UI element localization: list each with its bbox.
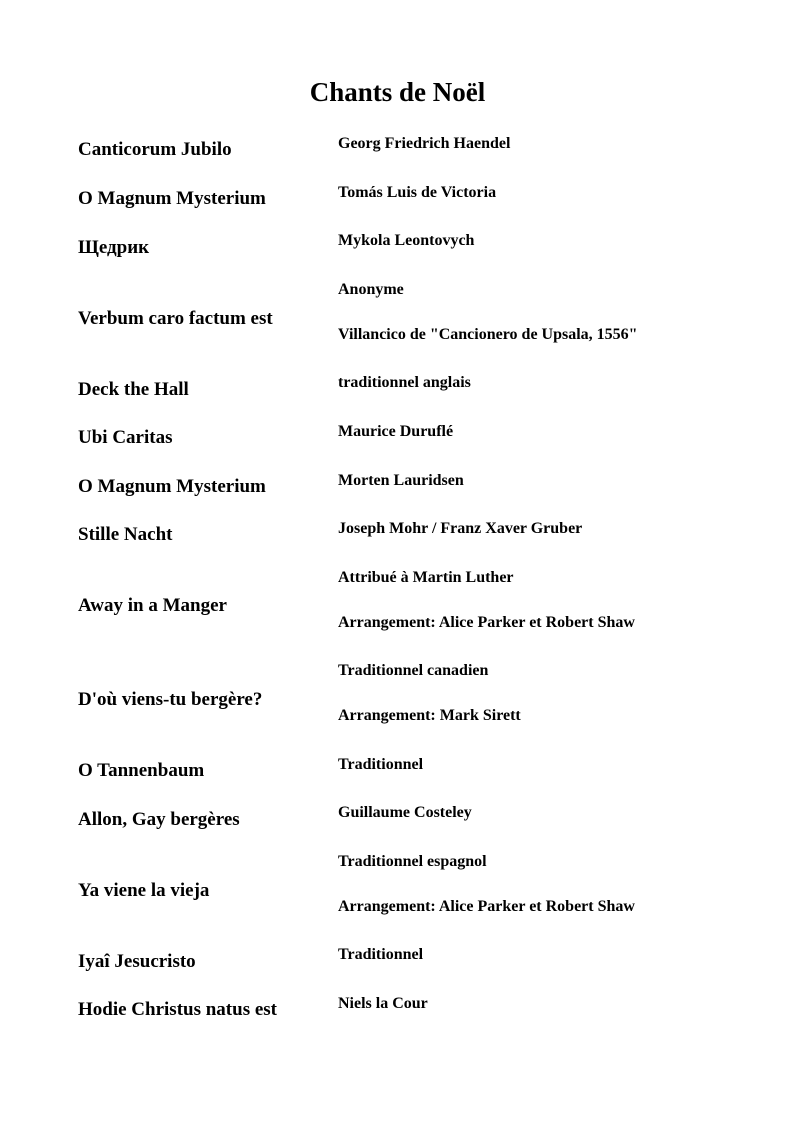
- song-credit: Tomás Luis de Victoria: [338, 184, 497, 201]
- page-title: Chants de Noël: [309, 77, 486, 107]
- song-title: O Magnum Mysterium: [78, 188, 266, 209]
- song-credit: Anonyme: [338, 281, 404, 298]
- song-credit: Niels la Cour: [338, 995, 428, 1012]
- song-credit: Maurice Duruflé: [338, 423, 454, 440]
- song-credit: Attribué à Martin Luther: [338, 569, 514, 586]
- song-credit: Traditionnel espagnol: [338, 853, 487, 870]
- song-title: Hodie Christus natus est: [78, 999, 277, 1020]
- song-title: Ubi Caritas: [78, 427, 173, 448]
- song-title: Iyaî Jesucristo: [78, 951, 196, 972]
- song-title: Canticorum Jubilo: [78, 139, 232, 160]
- song-title: D'où viens-tu bergère?: [78, 689, 263, 710]
- song-credit-secondary: Arrangement: Alice Parker et Robert Shaw: [338, 614, 635, 631]
- song-credit: Morten Lauridsen: [338, 472, 464, 489]
- song-credit: Georg Friedrich Haendel: [338, 135, 511, 152]
- song-credit: Mykola Leontovych: [338, 232, 475, 249]
- song-title: Verbum caro factum est: [78, 308, 273, 329]
- song-credit: traditionnel anglais: [338, 374, 471, 391]
- song-title: Away in a Manger: [78, 595, 227, 616]
- song-credit-secondary: Arrangement: Alice Parker et Robert Shaw: [338, 898, 635, 915]
- song-credit-secondary: Arrangement: Mark Sirett: [338, 707, 521, 724]
- song-title: Stille Nacht: [78, 524, 173, 545]
- song-credit: Joseph Mohr / Franz Xaver Gruber: [338, 520, 583, 537]
- song-credit: Traditionnel: [338, 946, 424, 963]
- song-title: Allon, Gay bergères: [78, 809, 240, 830]
- song-credit: Guillaume Costeley: [338, 804, 472, 821]
- song-credit-secondary: Villancico de "Cancionero de Upsala, 1556": [338, 326, 638, 343]
- song-title: Щедрик: [78, 237, 150, 258]
- song-credit: Traditionnel: [338, 756, 424, 773]
- song-title: O Magnum Mysterium: [78, 476, 266, 497]
- song-title: Deck the Hall: [78, 379, 189, 400]
- song-title: Ya viene la vieja: [78, 880, 210, 901]
- song-credit: Traditionnel canadien: [338, 662, 489, 679]
- song-title: O Tannenbaum: [78, 760, 205, 781]
